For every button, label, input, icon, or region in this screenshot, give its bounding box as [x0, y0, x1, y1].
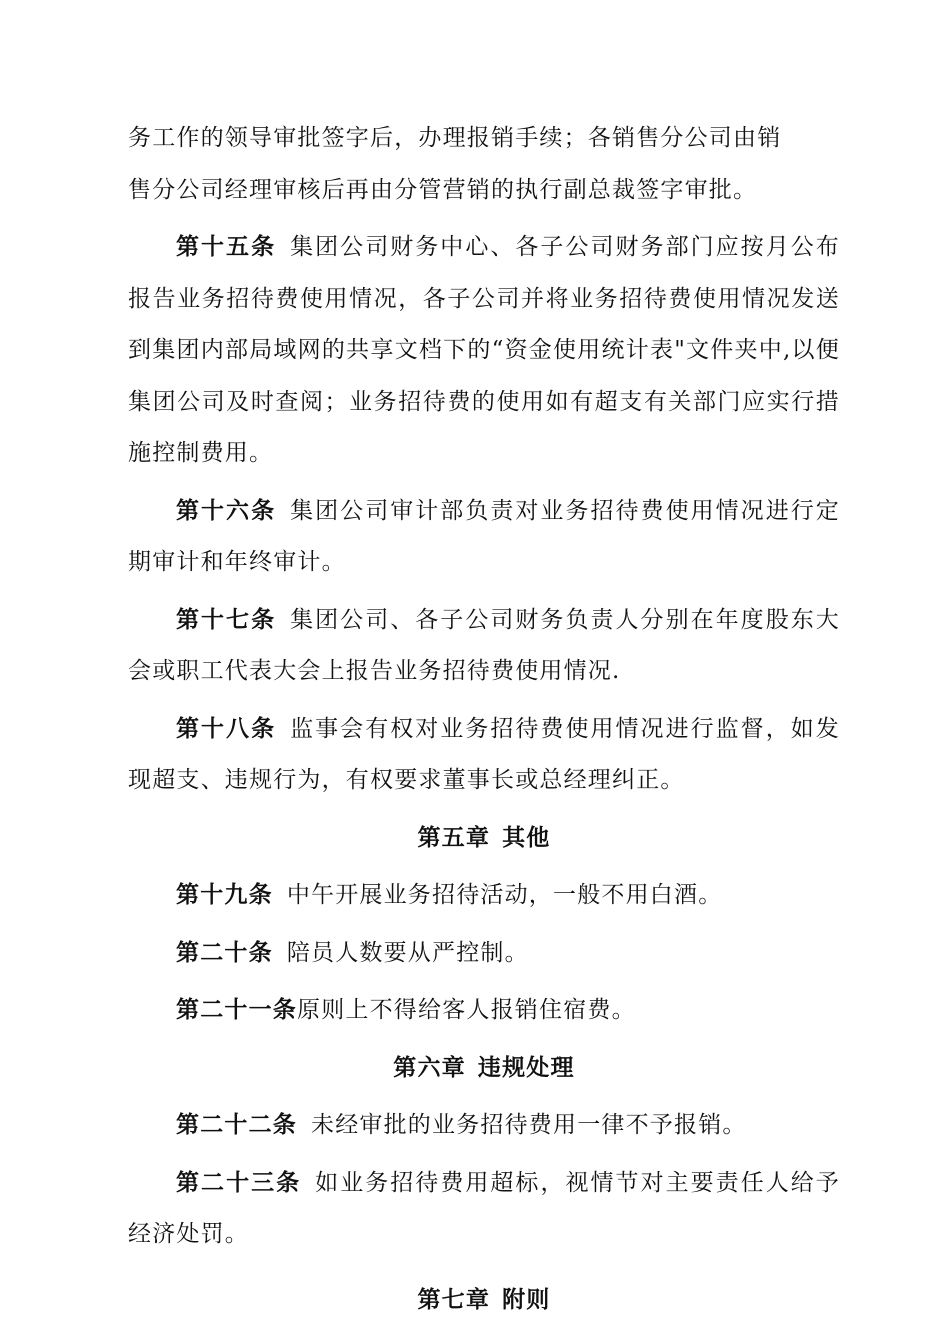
article-text: 如业务招待费用超标，视情节对主要责任人给予经济处罚。: [128, 1169, 841, 1247]
chapter-6-heading: [128, 1043, 840, 1095]
article-label: 第十八条: [176, 715, 277, 742]
chapter-number: 第六章: [393, 1054, 466, 1081]
article-15: [128, 222, 840, 480]
article-23: [128, 1158, 840, 1261]
article-text: 中午开展业务招待活动，一般不用白酒。: [286, 882, 723, 908]
article-21: [128, 985, 840, 1037]
chapter-title: 附则: [502, 1286, 551, 1313]
article-17: [128, 595, 840, 698]
chapter-number: 第七章: [417, 1286, 491, 1313]
article-label: 第二十二条: [176, 1112, 297, 1138]
article-text: 集团公司、各子公司财务负责人分别在年度股东大会或职工代表大会上报告业务招待费使用情况.: [128, 606, 840, 684]
document-body: [128, 113, 840, 1326]
article-text: 原则上不得给客人报销住宿费。: [297, 997, 636, 1023]
article-18: [128, 704, 840, 807]
article-19: [128, 870, 840, 922]
article-label: 第二十三条: [176, 1169, 302, 1196]
intro-line-2: 售分公司经理审核后再由分管营销的执行副总裁签字审批。: [128, 176, 758, 203]
article-label: 第十五条: [176, 234, 277, 260]
article-22: [128, 1100, 840, 1152]
article-label: 第十六条: [176, 497, 277, 524]
article-20: [128, 928, 840, 980]
intro-line-1: 务工作的领导审批签字后，办理报销手续；各销售分公司由销: [128, 125, 782, 151]
chapter-title: 其他: [502, 824, 551, 851]
article-label: 第十九条: [176, 882, 273, 908]
chapter-number: 第五章: [417, 824, 491, 851]
article-text: 未经审批的业务招待费用一律不予报销。: [311, 1112, 747, 1138]
chapter-5-heading: [128, 813, 840, 865]
article-16: [128, 486, 840, 589]
intro-paragraph: [128, 113, 840, 216]
article-label: 第二十条: [176, 939, 273, 966]
chapter-title: 违规处理: [477, 1054, 575, 1081]
article-label: 第二十一条: [176, 997, 297, 1023]
article-text: 集团公司财务中心、各子公司财务部门应按月公布报告业务招待费使用情况，各子公司并将业务招待费使用情况发送到集团内部局域网的共享文档下的“资金使用统计表"文件夹中,以便集团公司及时查阅；业务招待费的使用如有超支有关部门应实行措施控制费用。: [128, 234, 840, 466]
chapter-7-heading: [128, 1275, 840, 1327]
article-text: 监事会有权对业务招待费使用情况进行监督，如发现超支、违规行为，有权要求董事长或总经理纠正。: [128, 715, 840, 793]
article-text: 集团公司审计部负责对业务招待费使用情况进行定期审计和年终审计。: [128, 497, 840, 575]
article-text: 陪员人数要从严控制。: [286, 939, 529, 966]
article-label: 第十七条: [176, 606, 277, 633]
